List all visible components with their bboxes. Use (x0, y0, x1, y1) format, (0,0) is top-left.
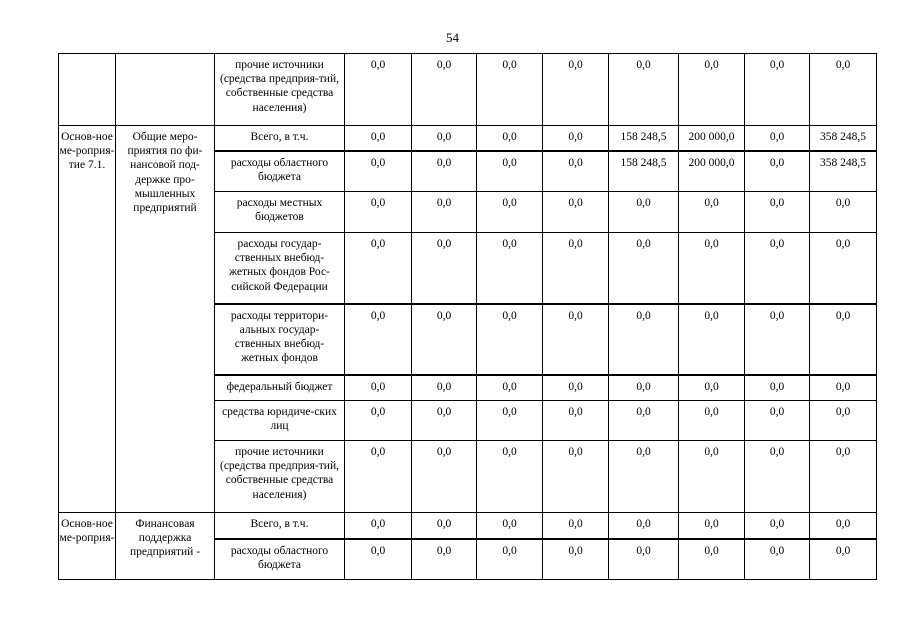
amount-cell: 0,0 (810, 233, 877, 304)
amount-cell: 0,0 (477, 233, 543, 304)
amount-cell: 0,0 (679, 539, 745, 580)
amount-cell: 0,0 (345, 192, 412, 233)
amount-cell: 0,0 (345, 513, 412, 539)
amount-cell: 0,0 (477, 126, 543, 151)
funding-source: средства юридиче-ских лиц (215, 401, 345, 441)
funding-source: прочие источники (средства предприя-тий, собственные средства населения) (215, 54, 345, 126)
amount-cell: 0,0 (412, 192, 477, 233)
amount-cell: 0,0 (412, 151, 477, 192)
amount-cell: 0,0 (477, 192, 543, 233)
main-activity-cell: Основ-ное ме-роприя- (59, 513, 116, 580)
amount-cell: 158 248,5 (609, 126, 679, 151)
amount-cell: 0,0 (345, 54, 412, 126)
amount-cell: 0,0 (543, 192, 609, 233)
amount-cell: 0,0 (543, 233, 609, 304)
amount-cell: 0,0 (543, 126, 609, 151)
amount-cell: 0,0 (745, 126, 810, 151)
funding-source: расходы государ-ственных внебюд-жетных фондов Рос-сийской Федерации (215, 233, 345, 304)
main-activity-cell: Основ-ное ме-роприя-тие 7.1. (59, 126, 116, 513)
amount-cell: 0,0 (679, 54, 745, 126)
funding-source: федеральный бюджет (215, 375, 345, 401)
amount-cell: 0,0 (543, 401, 609, 441)
amount-cell: 0,0 (477, 151, 543, 192)
amount-cell: 0,0 (543, 304, 609, 375)
amount-cell: 0,0 (345, 126, 412, 151)
amount-cell: 0,0 (543, 441, 609, 513)
amount-cell: 0,0 (412, 441, 477, 513)
amount-cell: 0,0 (609, 304, 679, 375)
amount-cell: 0,0 (745, 401, 810, 441)
amount-cell: 358 248,5 (810, 126, 877, 151)
amount-cell: 0,0 (679, 192, 745, 233)
amount-cell: 0,0 (412, 539, 477, 580)
amount-cell: 0,0 (810, 441, 877, 513)
amount-cell: 0,0 (609, 441, 679, 513)
amount-cell: 0,0 (412, 304, 477, 375)
amount-cell: 0,0 (810, 539, 877, 580)
amount-cell: 0,0 (477, 539, 543, 580)
amount-cell: 0,0 (810, 513, 877, 539)
amount-cell: 0,0 (412, 54, 477, 126)
amount-cell: 0,0 (679, 441, 745, 513)
amount-cell: 0,0 (345, 151, 412, 192)
funding-source: расходы областного бюджета (215, 539, 345, 580)
amount-cell: 0,0 (345, 304, 412, 375)
empty-cell (59, 54, 116, 126)
activity-name-cell: Общие меро-приятия по фи-нансовой под-держке про-мышленных предприятий (116, 126, 215, 513)
amount-cell: 0,0 (810, 54, 877, 126)
amount-cell: 200 000,0 (679, 126, 745, 151)
amount-cell: 0,0 (543, 54, 609, 126)
amount-cell: 0,0 (543, 539, 609, 580)
empty-cell (116, 54, 215, 126)
amount-cell: 0,0 (679, 304, 745, 375)
amount-cell: 0,0 (609, 233, 679, 304)
table-row (59, 54, 877, 126)
amount-cell: 0,0 (345, 233, 412, 304)
amount-cell: 0,0 (345, 401, 412, 441)
funding-source: прочие источники (средства предприя-тий, собственные средства населения) (215, 441, 345, 513)
amount-cell: 0,0 (810, 375, 877, 401)
table-row (59, 126, 877, 151)
amount-cell: 0,0 (609, 192, 679, 233)
amount-cell: 0,0 (477, 401, 543, 441)
funding-source: расходы областного бюджета (215, 151, 345, 192)
amount-cell: 0,0 (477, 304, 543, 375)
amount-cell: 0,0 (609, 539, 679, 580)
amount-cell: 0,0 (543, 513, 609, 539)
amount-cell: 0,0 (609, 54, 679, 126)
table-row (59, 513, 877, 539)
amount-cell: 0,0 (745, 54, 810, 126)
amount-cell: 0,0 (345, 539, 412, 580)
amount-cell: 0,0 (477, 441, 543, 513)
amount-cell: 0,0 (609, 401, 679, 441)
amount-cell: 358 248,5 (810, 151, 877, 192)
amount-cell: 0,0 (745, 151, 810, 192)
amount-cell: 0,0 (745, 192, 810, 233)
funding-source: Всего, в т.ч. (215, 126, 345, 151)
amount-cell: 0,0 (412, 375, 477, 401)
amount-cell: 0,0 (810, 192, 877, 233)
funding-source: Всего, в т.ч. (215, 513, 345, 539)
amount-cell: 0,0 (412, 126, 477, 151)
amount-cell: 0,0 (609, 513, 679, 539)
amount-cell: 0,0 (745, 513, 810, 539)
amount-cell: 0,0 (745, 539, 810, 580)
amount-cell: 200 000,0 (679, 151, 745, 192)
amount-cell: 0,0 (745, 304, 810, 375)
amount-cell: 0,0 (679, 375, 745, 401)
amount-cell: 0,0 (679, 513, 745, 539)
funding-source: расходы территори-альных государ-ственных внебюд-жетных фондов (215, 304, 345, 375)
amount-cell: 0,0 (543, 375, 609, 401)
page-number: 54 (446, 30, 459, 45)
amount-cell: 0,0 (543, 151, 609, 192)
amount-cell: 0,0 (745, 375, 810, 401)
amount-cell: 0,0 (345, 441, 412, 513)
amount-cell: 0,0 (477, 375, 543, 401)
amount-cell: 0,0 (745, 441, 810, 513)
amount-cell: 0,0 (412, 233, 477, 304)
amount-cell: 0,0 (609, 375, 679, 401)
amount-cell: 0,0 (412, 401, 477, 441)
amount-cell: 0,0 (477, 513, 543, 539)
amount-cell: 0,0 (810, 401, 877, 441)
amount-cell: 0,0 (679, 233, 745, 304)
amount-cell: 0,0 (679, 401, 745, 441)
amount-cell: 0,0 (345, 375, 412, 401)
activity-name-cell: Финансовая поддержка предприятий - (116, 513, 215, 580)
amount-cell: 0,0 (412, 513, 477, 539)
amount-cell: 0,0 (810, 304, 877, 375)
amount-cell: 158 248,5 (609, 151, 679, 192)
funding-source: расходы местных бюджетов (215, 192, 345, 233)
amount-cell: 0,0 (477, 54, 543, 126)
budget-table (58, 53, 877, 580)
amount-cell: 0,0 (745, 233, 810, 304)
